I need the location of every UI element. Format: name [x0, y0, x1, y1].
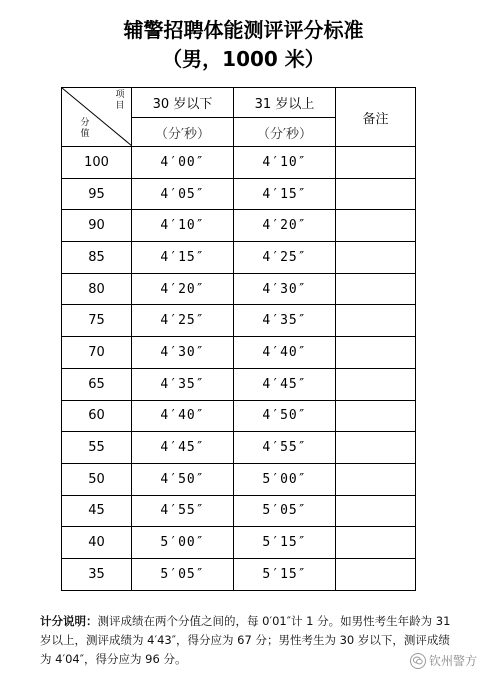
time-over-31-cell: 5′15″ — [234, 527, 336, 559]
time-under-30-cell: 4′05″ — [132, 178, 234, 210]
time-under-30-cell: 4′50″ — [132, 463, 234, 495]
time-over-31-cell: 4′10″ — [234, 147, 336, 179]
time-under-30-cell: 4′45″ — [132, 432, 234, 464]
score-table — [61, 87, 416, 591]
remark-cell — [336, 210, 416, 242]
table-row — [62, 527, 416, 559]
score-cell: 55 — [62, 432, 132, 464]
diagonal-header-cell — [62, 88, 132, 147]
remark-cell — [336, 495, 416, 527]
watermark-text: 钦州警方 — [428, 654, 477, 668]
remark-cell — [336, 368, 416, 400]
unit-label-over-31: （分′秒） — [234, 118, 336, 147]
time-over-31-cell: 5′05″ — [234, 495, 336, 527]
remark-cell — [336, 178, 416, 210]
time-under-30-cell: 5′05″ — [132, 558, 234, 590]
time-over-31-cell: 4′35″ — [234, 305, 336, 337]
table-row — [62, 558, 416, 590]
time-over-31-cell: 4′50″ — [234, 400, 336, 432]
table-row — [62, 495, 416, 527]
score-cell: 95 — [62, 178, 132, 210]
time-under-30-cell: 4′30″ — [132, 337, 234, 369]
scoring-note-label: 计分说明： — [40, 614, 98, 628]
time-over-31-cell: 4′15″ — [234, 178, 336, 210]
time-under-30-cell: 4′10″ — [132, 210, 234, 242]
score-cell: 40 — [62, 527, 132, 559]
score-cell: 60 — [62, 400, 132, 432]
watermark — [410, 652, 477, 669]
table-row — [62, 178, 416, 210]
remark-cell — [336, 305, 416, 337]
remark-cell — [336, 273, 416, 305]
table-row — [62, 337, 416, 369]
time-under-30-cell: 4′35″ — [132, 368, 234, 400]
time-over-31-cell: 4′20″ — [234, 210, 336, 242]
remark-cell — [336, 558, 416, 590]
scoring-note — [40, 612, 460, 669]
table-row — [62, 368, 416, 400]
time-over-31-cell: 4′45″ — [234, 368, 336, 400]
score-cell: 90 — [62, 210, 132, 242]
score-cell: 100 — [62, 147, 132, 179]
score-cell: 75 — [62, 305, 132, 337]
page-subtitle: （男，1000 米） — [162, 47, 325, 71]
table-row — [62, 242, 416, 274]
table-row — [62, 305, 416, 337]
wechat-logo-icon — [410, 653, 426, 669]
time-over-31-cell: 4′25″ — [234, 242, 336, 274]
corner-label-item: 项目 — [115, 90, 125, 111]
remark-cell — [336, 400, 416, 432]
remark-cell — [336, 463, 416, 495]
time-over-31-cell: 5′00″ — [234, 463, 336, 495]
table-row — [62, 273, 416, 305]
time-under-30-cell: 4′55″ — [132, 495, 234, 527]
score-cell: 65 — [62, 368, 132, 400]
unit-label-under-30: （分′秒） — [132, 118, 234, 147]
time-under-30-cell: 4′15″ — [132, 242, 234, 274]
score-cell: 50 — [62, 463, 132, 495]
time-over-31-cell: 5′15″ — [234, 558, 336, 590]
table-row — [62, 147, 416, 179]
remark-cell — [336, 242, 416, 274]
header-remarks: 备注 — [336, 88, 416, 147]
score-cell: 35 — [62, 558, 132, 590]
time-over-31-cell: 4′30″ — [234, 273, 336, 305]
time-under-30-cell: 4′25″ — [132, 305, 234, 337]
time-under-30-cell: 4′40″ — [132, 400, 234, 432]
time-over-31-cell: 4′40″ — [234, 337, 336, 369]
score-cell: 45 — [62, 495, 132, 527]
remark-cell — [336, 432, 416, 464]
score-cell: 85 — [62, 242, 132, 274]
score-cell: 70 — [62, 337, 132, 369]
score-cell: 80 — [62, 273, 132, 305]
time-over-31-cell: 4′55″ — [234, 432, 336, 464]
corner-label-score: 分值 — [80, 118, 90, 139]
time-under-30-cell: 4′20″ — [132, 273, 234, 305]
table-row — [62, 210, 416, 242]
time-under-30-cell: 4′00″ — [132, 147, 234, 179]
header-under-30: 30 岁以下 — [132, 88, 234, 118]
table-row — [62, 463, 416, 495]
remark-cell — [336, 527, 416, 559]
scoring-note-text: 测评成绩在两个分值之间的，每 0′01″计 1 分。如男性考生年龄为 31 岁以上，测评成绩为 4′43″，得分应为 67 分；男性考生为 30 岁以下，测评成绩为 4′04″，得分应为 96 分。 — [40, 614, 451, 666]
header-over-31: 31 岁以上 — [234, 88, 336, 118]
remark-cell — [336, 337, 416, 369]
table-row — [62, 400, 416, 432]
remark-cell — [336, 147, 416, 179]
table-row — [62, 432, 416, 464]
table-header-row — [62, 88, 416, 118]
page-title: 辅警招聘体能测评评分标准 — [123, 18, 364, 42]
time-under-30-cell: 5′00″ — [132, 527, 234, 559]
